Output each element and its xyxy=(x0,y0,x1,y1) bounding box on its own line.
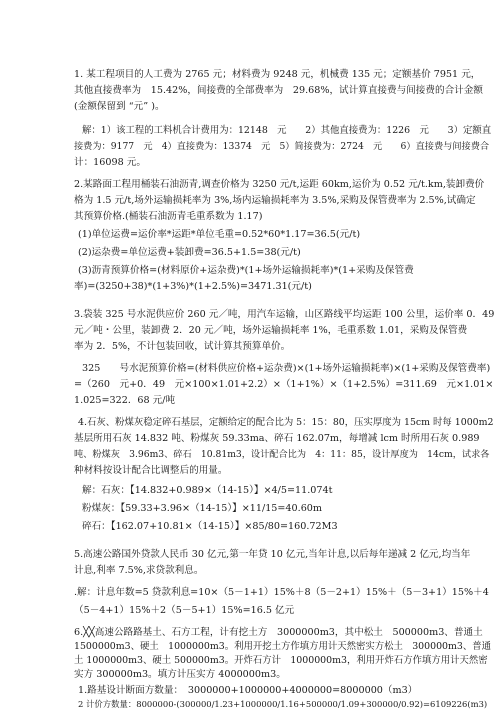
problem-6-solution-line-2: 2 计价方数量：8000000-(300000/1.23+1000000/1.16+500000/1.09+300000/0.92)=6109226(m3) xyxy=(78,699,488,709)
problem-4-line-4: 种材料按设计配合比调整后的用量。 xyxy=(74,465,228,476)
problem-5-line-2: 计息,利率 7.5%,求贷款利息。 xyxy=(74,565,204,576)
problem-6-line-2: 1500000m3、硬土 1000000m3。利用开挖土方作填方用计天然密实方松土 300000m3、普通 xyxy=(74,641,491,652)
problem-1-line-2: 其他直接费率为 15.42%，间接费的全部费率为 29.68%，试计算直接费与间接费的合计金额 xyxy=(74,85,483,96)
problem-3-solution-line-2: =（260 元+0．49 元×100×1.01+2.2）×（1+1%）×（1+2.5%）=311.69 元×1.01× xyxy=(74,379,494,390)
problem-1-solution-line-3: 计：16098 元。 xyxy=(74,157,146,168)
problem-1-line-3: (金额保留到 “元” )。 xyxy=(74,101,165,112)
problem-3-solution-line-1: 325 号水泥预算价格=(材料供应价格+运杂费)×(1+场外运输损耗率)×(1+采购及保管费率) xyxy=(82,363,491,374)
problem-4-solution-line-3: 碎石：【162.07+10.81×（14-15）】×85/80=160.72M3 xyxy=(82,521,338,532)
problem-2-line-2: 格为 1.5 元/t,场外运输损耗率为 3%,场内运输损耗率为 3.5%,采购及保管费率为 2.5%,试确定 xyxy=(74,195,476,206)
problem-2-solution-line-2: (2)运杂费=单位运费+装卸费=36.5+1.5=38(元/t) xyxy=(78,247,301,258)
problem-6-line-4: 实方 300000m3。填方计压实方 4000000m3。 xyxy=(74,669,286,680)
problem-2-solution-line-3: (3)沥青预算价格=(材料原价+运杂费)*(1+场外运输损耗率)*(1+采购及保管费 xyxy=(78,265,414,276)
problem-4-solution-line-2: 粉煤灰：【59.33+3.96×（14-15）】×11/15=40.60m xyxy=(82,503,322,514)
problem-3-line-1: 3.袋装 325 号水泥供应价 260 元／吨，用汽车运输，山区路线平均运距 100 公里，运价率 0．49 xyxy=(74,309,495,320)
problem-5-solution-line-2: （5－4+1）15%＋2（5－5+1）15%=16.5 亿元 xyxy=(74,605,295,616)
problem-6-line-3: 土 1000000m3、硬土 500000m3。开炸石方计 1000000m3，利用开炸石方作填方用计天然密 xyxy=(74,655,488,666)
problem-2-solution-line-4: 率)=(3250+38)*(1+3%)*(1+2.5%)=3471.31(元/t) xyxy=(74,281,312,292)
problem-6-solution-line-1: 1.路基设计断面方数量： 3000000+1000000+4000000=8000000（m3） xyxy=(78,685,418,696)
problem-4-line-2: 基层所用石灰 14.832 吨、粉煤灰 59.33ma、碎石 162.07m，每增减 lcm 时所用石灰 0.989 xyxy=(74,433,480,444)
problem-2-line-3: 其预算价格.(桶装石油沥青毛重系数为 1.17) xyxy=(74,211,263,222)
problem-4-line-3: 吨、粉煤灰 3.96m3、碎石 10.81m3，设计配合比为 4：11：85，设计厚度为 14cm，试求各 xyxy=(74,449,490,460)
problem-3-line-2: 元／吨・公里，装卸费 2．20 元／吨，场外运输损耗率 1%，毛重系数 1.01，采购及保管费 xyxy=(74,325,468,336)
problem-3-line-3: 率为 2．5%，不计包装回收，试计算其预算单价。 xyxy=(74,341,291,352)
problem-4-solution-line-1: 解：石灰：【14.832+0.989×（14-15）】×4/5=11.074t xyxy=(82,485,333,496)
problem-4-line-1: 4.石灰、粉煤灰稳定碎石基层，定额给定的配合比为 5：15：80，压实厚度为 15cm 时每 1000m2 xyxy=(78,417,494,428)
problem-5-solution-line-1: .解：计息年数=5 贷款利息=10×（5－1+1）15%＋8（5－2+1）15%＋（5－3+1）15%＋4 xyxy=(74,587,489,598)
problem-1-solution-line-1: 解：1）该工程的工料机合计费用为：12148 元 2）其他直接费为：1226 元 3）定额直 xyxy=(82,125,492,136)
problem-6-line-1: 6.╳╳高速公路路基土、石方工程，计有挖土方 3000000m3，其中松土 500000m3、普通土 xyxy=(74,627,483,638)
problem-2-line-1: 2.某路面工程用桶装石油沥青,调查价格为 3250 元/t,运距 60km,运价为 0.52 元/t.km,装卸费价 xyxy=(74,179,485,190)
problem-3-solution-line-3: 1.025=322．68 元/吨 xyxy=(74,395,176,406)
problem-1-line-1: 1. 某工程项目的人工费为 2765 元；材料费为 9248 元，机械费 135 元；定额基价 7951 元， xyxy=(74,69,481,80)
problem-1-solution-line-2: 接费为：9177 元 4）直接费为：13374 元 5）简接费为：2724 元 6）直接费与间接费合 xyxy=(74,141,490,152)
problem-2-solution-line-1: (1)单位运费=运价率*运距*单位毛重=0.52*60*1.17=36.5(元/t) xyxy=(78,229,361,240)
problem-5-line-1: 5.高速公路国外贷款人民币 30 亿元,第一年贷 10 亿元,当年计息,以后每年递减 2 亿元,均当年 xyxy=(74,549,471,560)
